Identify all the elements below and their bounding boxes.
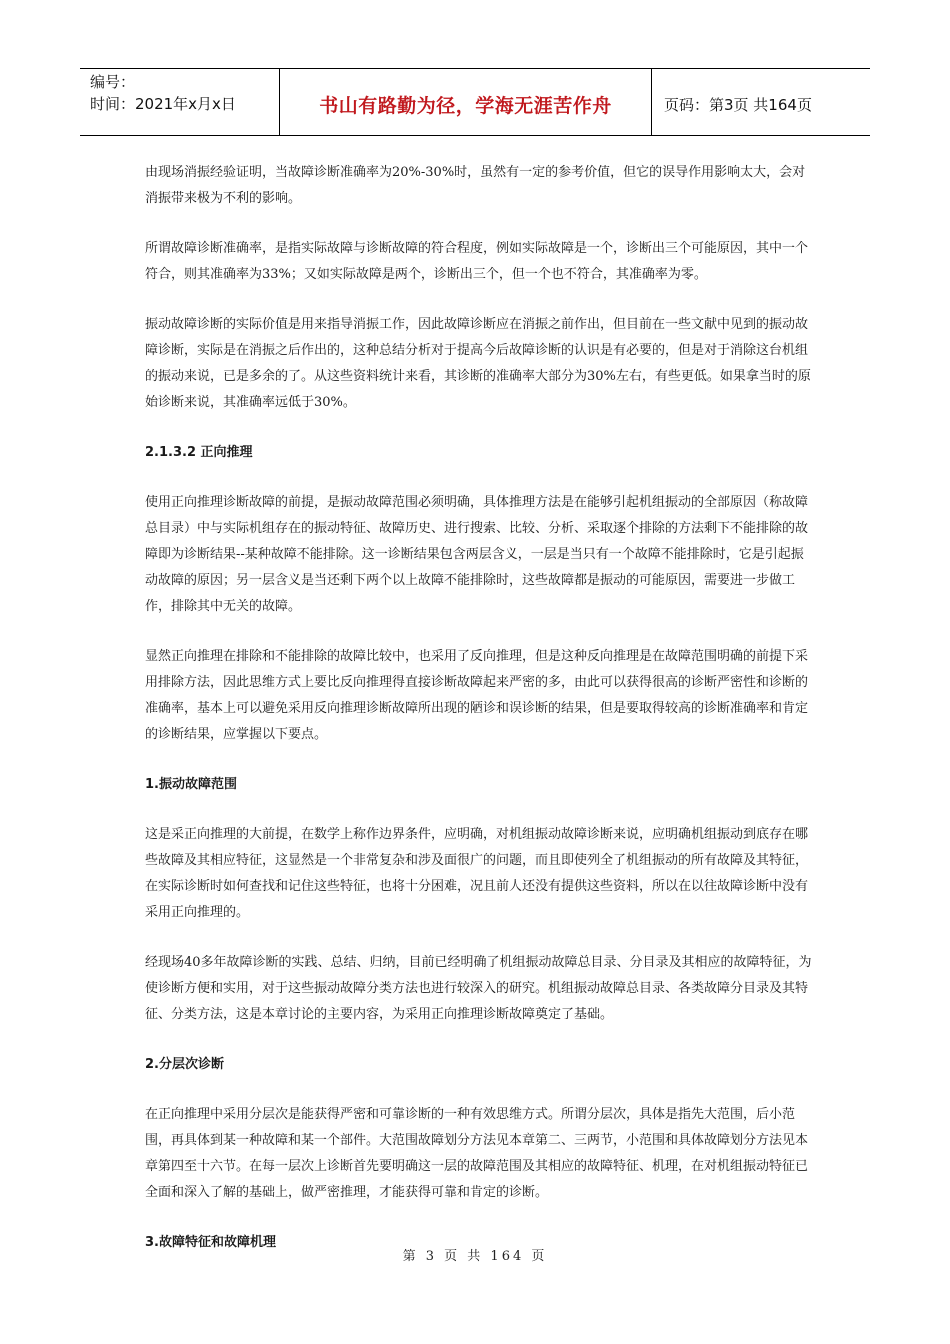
section-heading: 1.振动故障范围 xyxy=(145,777,237,792)
section-heading: 2.1.3.2 正向推理 xyxy=(145,445,253,460)
paragraph: 由现场消振经验证明，当故障诊断准确率为20%-30%时，虽然有一定的参考价值，但它的误导作用影响太大，会对消振带来极为不利的影响。 xyxy=(145,165,806,206)
header-meta xyxy=(80,69,280,135)
page-header xyxy=(80,68,870,136)
paragraph: 所谓故障诊断准确率，是指实际故障与诊断故障的符合程度，例如实际故障是一个，诊断出三个可能原因，其中一个符合，则其准确率为33%；又如实际故障是两个，诊断出三个，但一个也不符合，其准确率为零。 xyxy=(145,241,809,282)
paragraph: 在正向推理中采用分层次是能获得严密和可靠诊断的一种有效思维方式。所谓分层次，具体是指先大范围，后小范围，再具体到某一种故障和某一个部件。大范围故障划分方法见本章第二、三两节，小范围和具体故障划分方法见本章第四至十六节。在每一层次上诊断首先要明确这一层的故障范围及其相应的故障特征、机理，在对机组振动特征已全面和深入了解的基础上，做严密推理，才能获得可靠和肯定的诊断。 xyxy=(145,1107,809,1200)
document-date: 时间：2021年x月x日 xyxy=(90,95,236,113)
paragraph: 使用正向推理诊断故障的前提，是振动故障范围必须明确，具体推理方法是在能够引起机组振动的全部原因（称故障总目录）中与实际机组存在的振动特征、故障历史、进行搜索、比较、分析、采取逐个排除的方法剩下不能排除的故障即为诊断结果--某种故障不能排除。这一诊断结果包含两层含义，一层是当只有一个故障不能排除时，它是引起振动故障的原因；另一层含义是当还剩下两个以上故障不能排除时，这些故障都是振动的可能原因，需要进一步做工作，排除其中无关的故障。 xyxy=(145,495,809,614)
paragraph: 这是采正向推理的大前提，在数学上称作边界条件，应明确，对机组振动故障诊断来说，应明确机组振动到底存在哪些故障及其相应特征，这显然是一个非常复杂和涉及面很广的问题，而且即使列全了机组振动的所有故障及其特征，在实际诊断时如何查找和记住这些特征，也将十分困难，况且前人还没有提供这些资料，所以在以往故障诊断中没有采用正向推理的。 xyxy=(145,827,809,920)
page-footer: 第 3 页 共 164 页 xyxy=(402,1249,548,1264)
paragraph: 经现场40多年故障诊断的实践、总结、归纳，目前已经明确了机组振动故障总目录、分目录及其相应的故障特征，为使诊断方便和实用，对于这些振动故障分类方法也进行较深入的研究。机组振动故障总目录、各类故障分目录及其特征、分类方法，这是本章讨论的主要内容，为采用正向推理诊断故障奠定了基础。 xyxy=(145,955,812,1022)
section-heading: 2.分层次诊断 xyxy=(145,1057,224,1072)
document-body xyxy=(145,160,815,1280)
paragraph: 振动故障诊断的实际价值是用来指导消振工作，因此故障诊断应在消振之前作出，但目前在一些文献中见到的振动故障诊断，实际是在消振之后作出的，这种总结分析对于提高今后故障诊断的认识是有必要的，但是对于消除这台机组的振动来说，已是多余的了。从这些资料统计来看，其诊断的准确率大部分为30%左右，有些更低。如果拿当时的原始诊断来说，其准确率远低于30%。 xyxy=(145,317,811,410)
header-page-info: 页码：第3页 共164页 xyxy=(664,95,812,114)
paragraph: 显然正向推理在排除和不能排除的故障比较中，也采用了反向推理，但是这种反向推理是在故障范围明确的前提下采用排除方法，因此思维方式上要比反向推理得直接诊断故障起来严密的多，由此可以获得很高的诊断严密性和诊断的准确率，基本上可以避免采用反向推理诊断故障所出现的陋诊和误诊断的结果，但是要取得较高的诊断准确率和肯定的诊断结果，应掌握以下要点。 xyxy=(145,649,809,742)
header-motto: 书山有路勤为径，学海无涯苦作舟 xyxy=(280,69,652,135)
document-number-label: 编号： xyxy=(90,73,136,91)
section-heading: 3.故障特征和故障机理 xyxy=(145,1235,276,1250)
